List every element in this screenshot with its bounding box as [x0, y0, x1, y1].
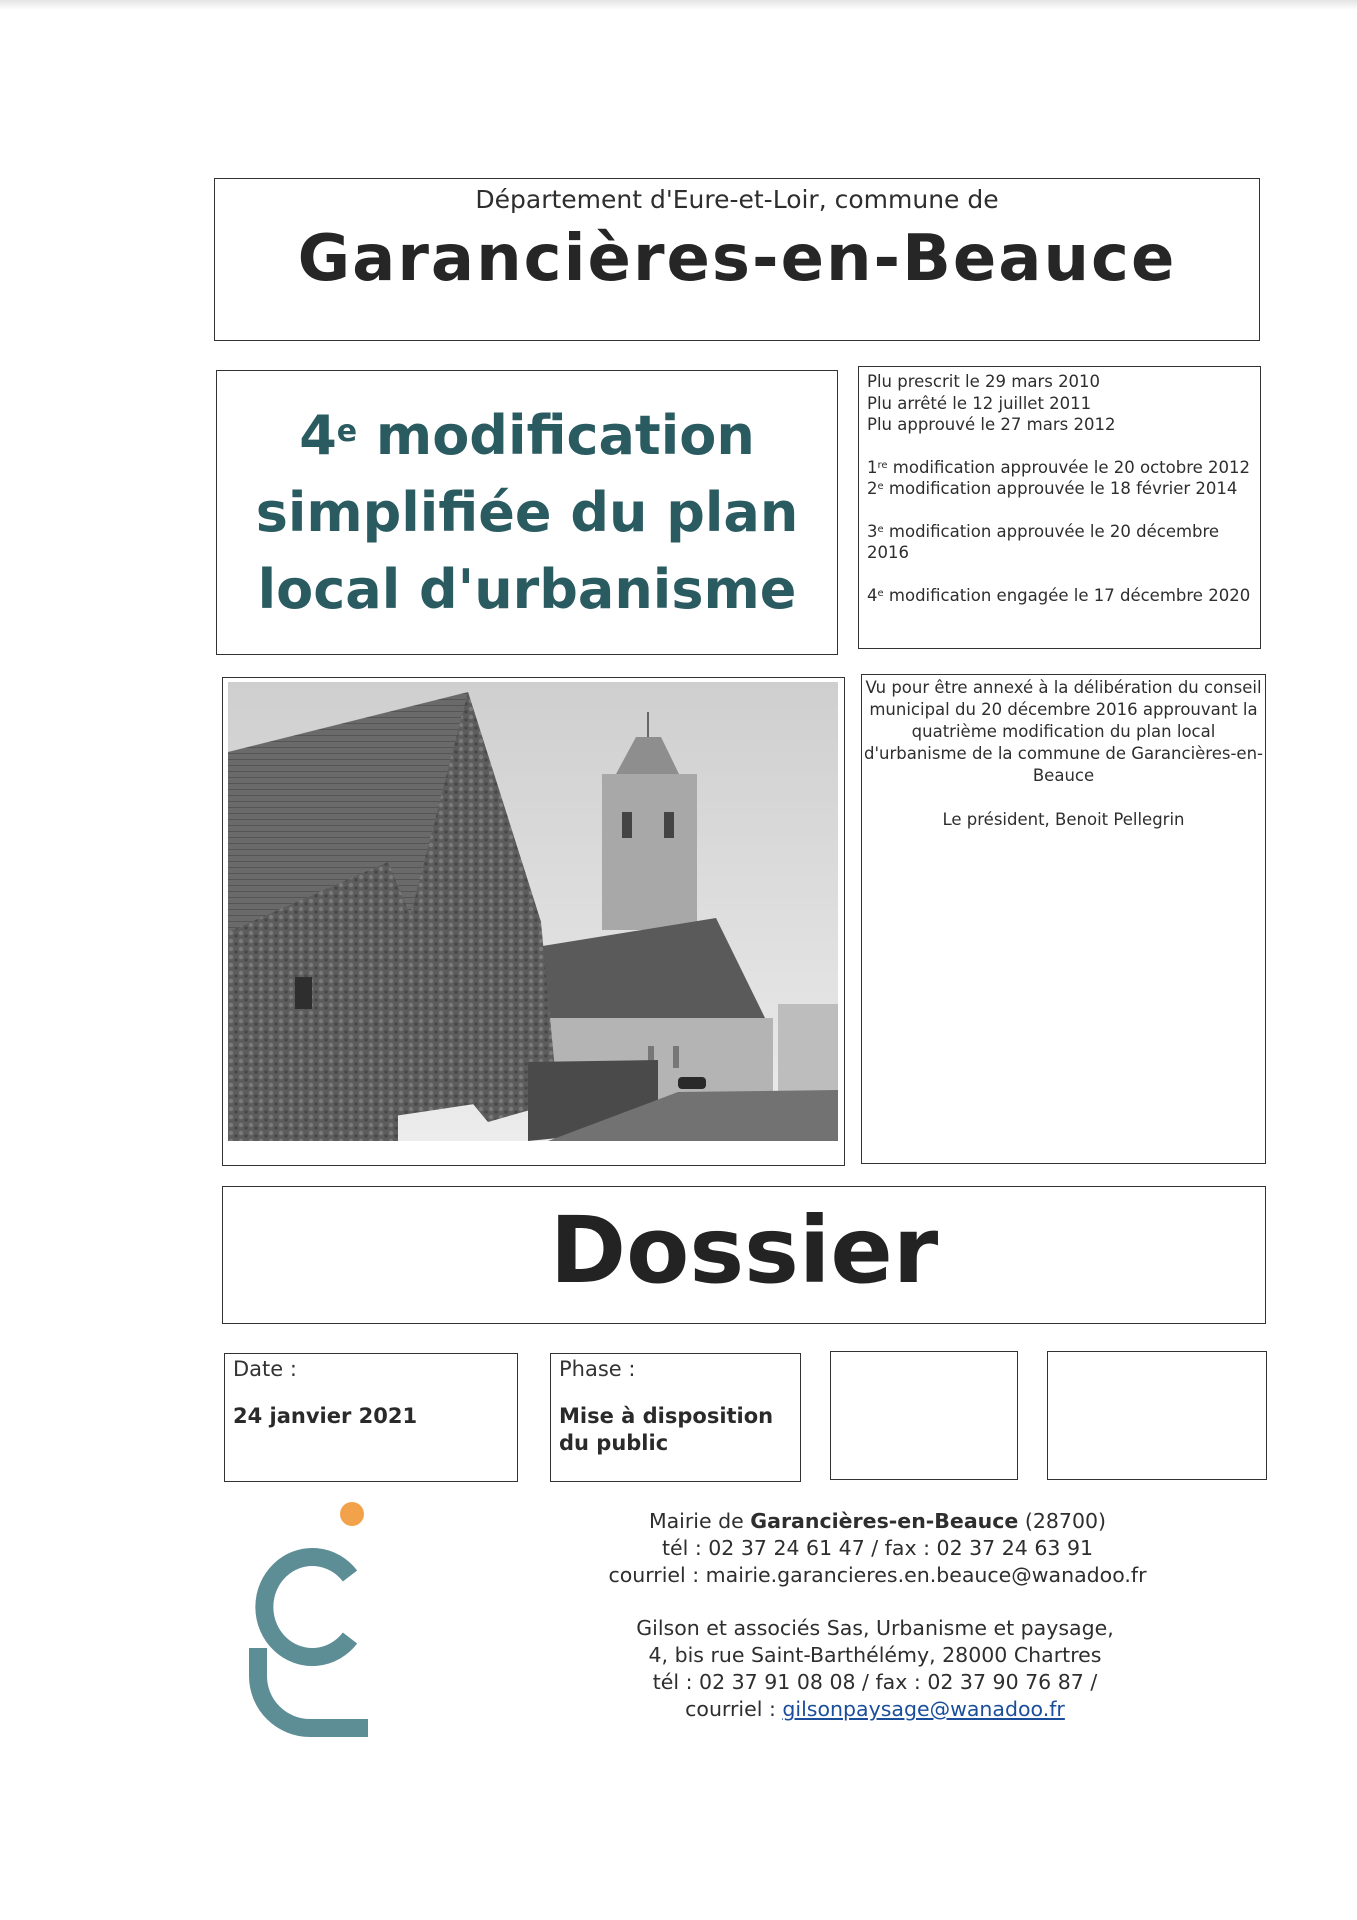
photo-frame: [222, 677, 845, 1166]
history-prescrit: Plu prescrit le 29 mars 2010: [867, 372, 1101, 391]
dossier-label: Dossier: [549, 1197, 939, 1304]
gilson-email-link[interactable]: gilsonpaysage@wanadoo.fr: [782, 1697, 1065, 1721]
gilson-line2: 4, bis rue Saint-Barthélémy, 28000 Chartres: [648, 1643, 1102, 1667]
history-mod3: 3e modification approuvée le 20 décembre 2016: [867, 521, 1220, 562]
mairie-email: courriel : mairie.garancieres.en.beauce@wanadoo.fr: [608, 1563, 1147, 1587]
header-box: [214, 178, 1260, 341]
mairie-name: Garancières-en-Beauce: [750, 1509, 1019, 1533]
phase-label: Phase :: [559, 1357, 636, 1381]
department-line: Département d'Eure-et-Loir, commune de: [475, 185, 999, 214]
empty-box-1: [830, 1351, 1018, 1480]
gilson-logo-icon: [238, 1498, 388, 1744]
annex-text: Vu pour être annexé à la délibération du conseil municipal du 20 décembre 2016 approuvant la quatrième modification du plan local d'urbanisme de la commune de Garancières-en-Beauce: [864, 678, 1263, 785]
title-number-suffix: e: [336, 414, 358, 449]
gilson-email-line: courriel : gilsonpaysage@wanadoo.fr: [685, 1697, 1065, 1721]
annex-signature: Le président, Benoit Pellegrin: [942, 810, 1185, 829]
mairie-contact: [580, 1508, 1175, 1589]
commune-name: Garancières-en-Beauce: [297, 222, 1177, 296]
history-mod4: 4e modification engagée le 17 décembre 2020: [867, 585, 1251, 605]
empty-box-2: [1047, 1351, 1267, 1480]
scan-edge: [0, 0, 1357, 10]
history-box: [858, 366, 1261, 649]
date-label: Date :: [233, 1357, 297, 1381]
mairie-phone: tél : 02 37 24 61 47 / fax : 02 37 24 63 91: [661, 1536, 1094, 1560]
gilson-contact: [605, 1615, 1145, 1723]
phase-value: Mise à disposition du public: [559, 1404, 774, 1455]
history-approuve: Plu approuvé le 27 mars 2012: [867, 415, 1116, 434]
gilson-line3: tél : 02 37 91 08 08 / fax : 02 37 90 76 87 /: [652, 1670, 1098, 1694]
church-photo: [228, 682, 838, 1141]
title-line2: simplifiée du plan: [255, 481, 799, 544]
title-line1: modification: [357, 404, 755, 467]
dossier-box: [222, 1186, 1266, 1324]
history-mod2: 2e modification approuvée le 18 février 2014: [867, 479, 1238, 498]
history-arrete: Plu arrêté le 12 juillet 2011: [867, 393, 1092, 413]
title-box: [216, 370, 838, 655]
title-line3: local d'urbanisme: [257, 558, 797, 621]
annex-box: [861, 674, 1266, 1164]
date-box: [224, 1353, 518, 1482]
gilson-line1: Gilson et associés Sas, Urbanisme et paysage,: [636, 1616, 1114, 1640]
title-number: 4: [299, 404, 337, 467]
history-mod1: 1re modification approuvée le 20 octobre 2012: [867, 457, 1251, 477]
document-title: [227, 397, 827, 628]
mairie-line: Mairie de Garancières-en-Beauce (28700): [648, 1509, 1107, 1533]
date-value: 24 janvier 2021: [233, 1404, 418, 1428]
phase-box: [550, 1353, 801, 1482]
